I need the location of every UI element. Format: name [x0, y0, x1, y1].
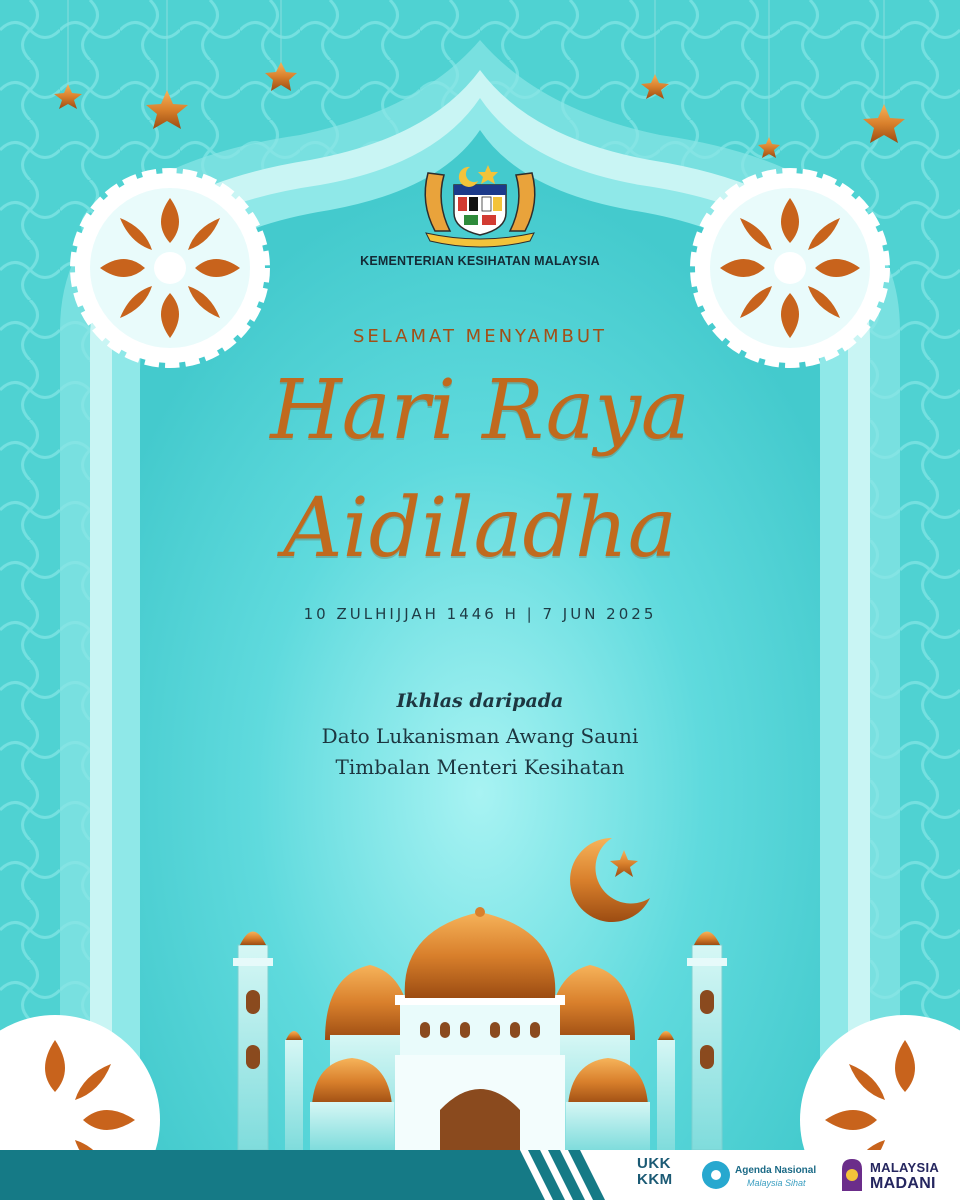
hibiscus-icon — [702, 1161, 730, 1189]
sender-intro: Ikhlas daripada — [396, 690, 564, 712]
title-line-2: Aidiladha — [283, 481, 677, 576]
date-line: 10 ZULHIJJAH 1446 H | 7 JUN 2025 — [303, 605, 657, 623]
ukk-logo-line2: KKM — [637, 1171, 673, 1188]
sender-name: Dato Lukanisman Awang Sauni — [321, 724, 639, 748]
madani-icon — [842, 1159, 862, 1191]
sender-title: Timbalan Menteri Kesihatan — [335, 755, 625, 779]
madani-logo-line1: MALAYSIA — [870, 1160, 940, 1175]
ukk-logo-line1: UKK — [637, 1155, 671, 1172]
ukk-kkm-logo — [637, 1156, 685, 1192]
madani-logo-line2: MADANI — [870, 1175, 936, 1192]
agenda-logo-line2: Malaysia Sihat — [747, 1178, 806, 1188]
title-line-1: Hari Raya — [270, 363, 690, 458]
agenda-logo-line1: Agenda Nasional — [735, 1165, 817, 1176]
greeting-line: SELAMAT MENYAMBUT — [352, 326, 608, 347]
ministry-name: KEMENTERIAN KESIHATAN MALAYSIA — [360, 254, 600, 268]
